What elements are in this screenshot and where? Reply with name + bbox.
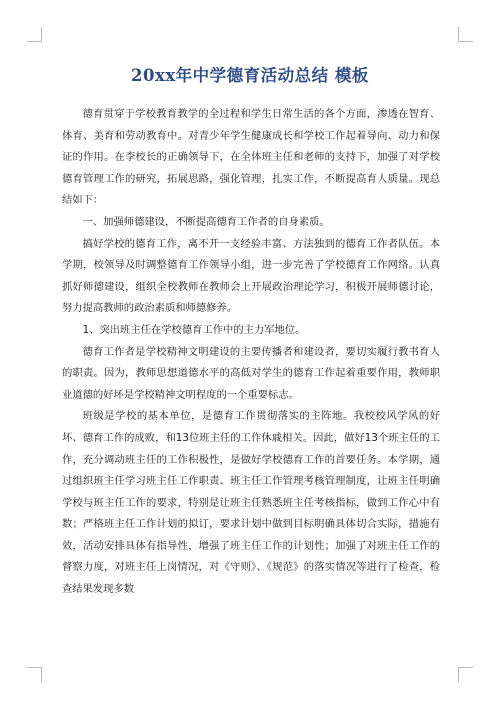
paragraph-moral-educators: 德育工作者是学校精神文明建设的主要传播者和建设者，要切实履行教书育人的职责。因为，教师思想道德水平的高低对学生的德育工作起着重要作用，教师职业道德的好坏是学校精神文明程度的一个重要标志。 [62, 345, 440, 401]
crop-mark-top-left [27, 27, 42, 42]
paragraph-intro: 德育贯穿于学校教育教学的全过程和学生日常生活的各个方面，渗透在智育、体育、美育和劳动教育中。对青少年学生健康成长和学校工作起着导向、动力和保证的作用。在李校长的正确领导下，在全体班主任和老师的支持下，加强了对学校德育管理工作的研究，拓展思路，强化管理，扎实工作，不断提高育人质量。现总结如下： [62, 108, 440, 207]
crop-mark-top-right [458, 27, 473, 42]
paragraph-class-teachers: 班级是学校的基本单位，是德育工作贯彻落实的主阵地。我校校风学风的好坏、德育工作的成败，和13位班主任的工作休戚相关。因此，做好13个班主任的工作，充分调动班主任的工作积极性，是做好学校德育工作的首要任务。本学期，通过组织班主任学习班主任工作职责、班主任工作管理考核管理制度，让班主任明确学校与班主任工作的要求，特别是让班主任熟悉班主任考核指标，做到工作心中有数；严格班主任工作计划的拟订，要求计划中做到目标明确具体切合实际，措施有效，活动安排具体有指导性，增强了班主任工作的计划性；加强了对班主任工作的督察力度，对班主任上岗情况，对《守则》、《规范》的落实情况等进行了检查，检查结果发现多数 [62, 410, 440, 596]
subsection-heading-1: 1、突出班主任在学校德育工作中的主力军地位。 [82, 323, 306, 336]
paragraph-teacher-ethics: 搞好学校的德育工作，离不开一支经验丰富、方法独到的德育工作者队伍。本学期，校领导及时调整德育工作领导小组，进一步完善了学校德育工作网络。认真抓好师德建设，组织全校教师在教师会上开展政治理论学习，积极开展师德讨论，努力提高教师的政治素质和师德修养。 [62, 237, 440, 315]
document-title: 20xx年中学德育活动总结 模板 [131, 66, 369, 85]
crop-mark-bottom-left [27, 667, 42, 682]
document-body [62, 104, 440, 601]
crop-mark-bottom-right [458, 667, 473, 682]
section-heading-1: 一、加强师德建设，不断提高德育工作者的自身素质。 [82, 215, 330, 228]
